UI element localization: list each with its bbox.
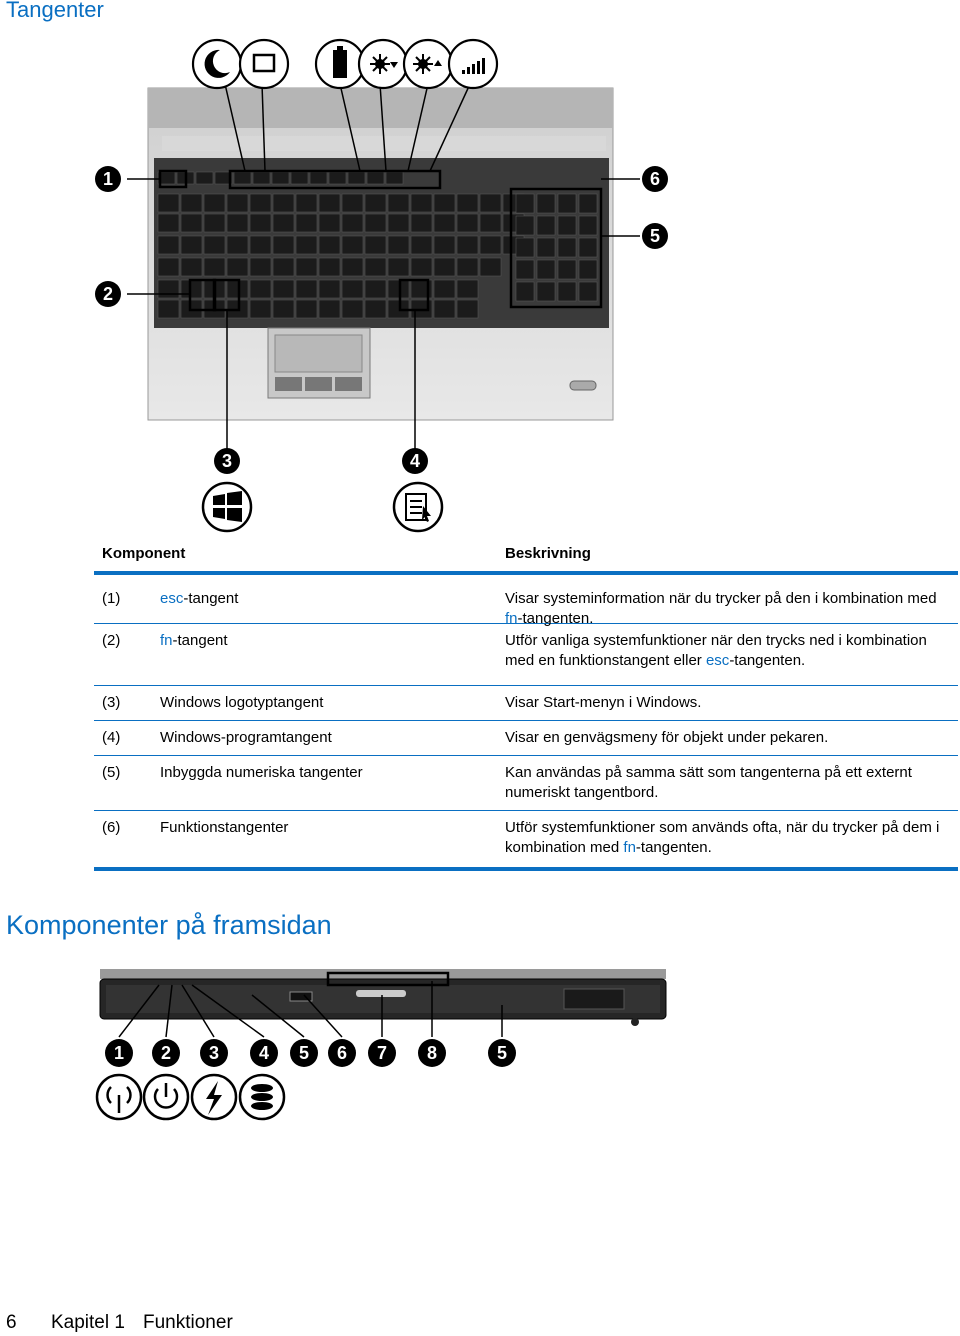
- table-row: (3) Windows logotyptangent Visar Start-menyn i Windows.: [102, 694, 702, 711]
- callout-number: 6: [649, 169, 661, 189]
- col-description: Beskrivning: [505, 545, 591, 562]
- windows-logo-icon: [203, 483, 251, 531]
- callout-number: 6: [336, 1043, 348, 1063]
- chapter-title: Funktioner: [143, 1312, 233, 1333]
- col-component: Komponent: [102, 545, 186, 562]
- callout-number: 5: [649, 226, 661, 246]
- callout-number: 8: [426, 1043, 438, 1063]
- callout-number: 7: [376, 1043, 388, 1063]
- front-view-figure: [94, 965, 674, 1130]
- section-title-front: Komponenter på framsidan: [6, 910, 332, 940]
- callout-number: 2: [160, 1043, 172, 1063]
- callout-number: 2: [102, 284, 114, 304]
- sleep-moon-icon: [193, 40, 241, 88]
- callout-number: 4: [409, 451, 421, 471]
- table-row: (4) Windows-programtangent Visar en genvägsmeny för objekt under pekaren.: [102, 729, 829, 746]
- page-number: 6: [6, 1312, 17, 1333]
- page-footer: [6, 1312, 946, 1334]
- callout-number: 5: [496, 1043, 508, 1063]
- display-switch-icon: [240, 40, 288, 88]
- component-table: [94, 533, 958, 871]
- table-row: (6) Funktionstangenter Utför systemfunktioner som används ofta, när du trycker på dem i kombination med fn-tangenten.: [102, 819, 940, 856]
- callout-number: 3: [221, 451, 233, 471]
- keyboard-figure: [90, 36, 690, 536]
- callout-number: 5: [298, 1043, 310, 1063]
- callout-number: 1: [102, 169, 114, 189]
- table-row: (5) Inbyggda numeriska tangenter Kan användas på samma sätt som tangenterna på ett externt numeriskt tangentbord.: [102, 764, 912, 801]
- callout-number: 3: [208, 1043, 220, 1063]
- table-row: (1) esc-tangent Visar systeminformation när du trycker på den i kombination med fn-tangenten.: [102, 590, 937, 627]
- callout-number: 4: [258, 1043, 270, 1063]
- callout-number: 1: [113, 1043, 125, 1063]
- table-header: [94, 533, 958, 567]
- chapter-label: Kapitel 1: [51, 1312, 125, 1333]
- table-row: (2) fn-tangent Utför vanliga systemfunktioner när den trycks ned i kombination med en funktionstangent eller esc-tangenten.: [102, 632, 927, 669]
- section-title-keys: Tangenter: [6, 0, 104, 22]
